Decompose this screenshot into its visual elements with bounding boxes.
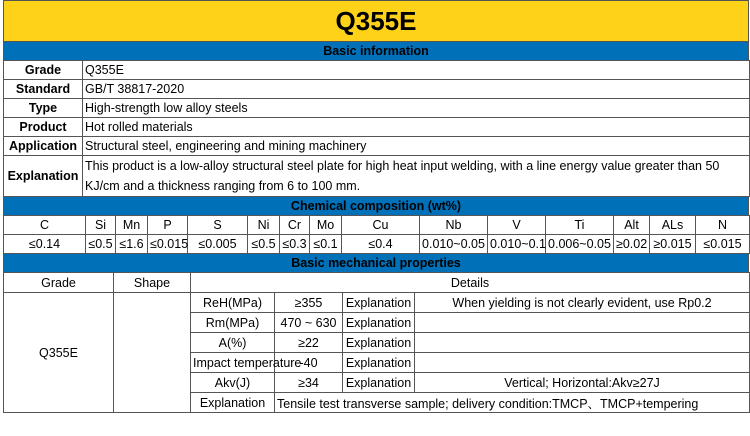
grade-label: Grade — [4, 61, 83, 80]
property-value: ≥22 — [275, 333, 343, 353]
element-value: ≤0.14 — [4, 235, 86, 254]
element-header: Nb — [420, 216, 488, 235]
property-explanation-label: Explanation — [343, 373, 415, 393]
footer-explanation-label: Explanation — [191, 393, 275, 413]
element-header: Si — [86, 216, 116, 235]
property-note — [415, 313, 750, 333]
mechanical-header-row — [4, 273, 750, 293]
property-explanation-label: Explanation — [343, 353, 415, 373]
element-value: ≤0.015 — [148, 235, 188, 254]
table-row — [4, 118, 750, 137]
element-header: Mo — [310, 216, 342, 235]
element-value: ≤0.005 — [188, 235, 248, 254]
basic-info-table — [3, 60, 750, 197]
element-header: N — [696, 216, 750, 235]
element-header: Ti — [546, 216, 614, 235]
explanation-value: This product is a low-alloy structural steel plate for high heat input welding, with a line energy value greater than 50 KJ/cm and a thickness ranging from 6 to 100 mm. — [83, 156, 750, 197]
section-header-chemical: Chemical composition (wt%) — [3, 197, 749, 215]
property-note: When yielding is not clearly evident, use Rp0.2 — [415, 293, 750, 313]
property-explanation-label: Explanation — [343, 313, 415, 333]
mechanical-properties-table — [3, 272, 750, 413]
mechanical-grade-value: Q355E — [4, 293, 114, 413]
element-header: Cu — [342, 216, 420, 235]
element-value: ≤0.3 — [280, 235, 310, 254]
table-row — [4, 156, 750, 197]
standard-label: Standard — [4, 80, 83, 99]
element-value: ≥0.02 — [614, 235, 650, 254]
property-value: ≥355 — [275, 293, 343, 313]
element-header: P — [148, 216, 188, 235]
element-value: ≤0.015 — [696, 235, 750, 254]
element-header: Cr — [280, 216, 310, 235]
element-value: ≤0.1 — [310, 235, 342, 254]
property-note — [415, 353, 750, 373]
page-title: Q355E — [3, 0, 749, 42]
property-value: -40 — [275, 353, 343, 373]
details-column-header: Details — [191, 273, 750, 293]
element-value: ≤0.5 — [86, 235, 116, 254]
section-header-mechanical: Basic mechanical properties — [3, 254, 749, 272]
property-explanation-label: Explanation — [343, 293, 415, 313]
application-value: Structural steel, engineering and mining machinery — [83, 137, 750, 156]
property-value: 470 ~ 630 — [275, 313, 343, 333]
element-value: 0.010~0.05 — [420, 235, 488, 254]
element-header: C — [4, 216, 86, 235]
property-name: ReH(MPa) — [191, 293, 275, 313]
element-header: Alt — [614, 216, 650, 235]
chemical-value-row — [4, 235, 750, 254]
mechanical-shape-value — [114, 293, 191, 413]
chemical-composition-table — [3, 215, 750, 254]
table-row — [4, 137, 750, 156]
property-note — [415, 333, 750, 353]
element-value: ≥0.015 — [650, 235, 696, 254]
element-value: 0.006~0.05 — [546, 235, 614, 254]
footer-explanation-text: Tensile test transverse sample; delivery condition:TMCP、TMCP+tempering — [275, 393, 750, 413]
shape-column-header: Shape — [114, 273, 191, 293]
element-header: Mn — [116, 216, 148, 235]
table-row — [4, 80, 750, 99]
explanation-label: Explanation — [4, 156, 83, 197]
element-header: Ni — [248, 216, 280, 235]
property-name: Impact temperature — [191, 353, 275, 373]
table-row — [4, 61, 750, 80]
type-value: High-strength low alloy steels — [83, 99, 750, 118]
property-name: Akv(J) — [191, 373, 275, 393]
element-value: 0.010~0.1 — [488, 235, 546, 254]
type-label: Type — [4, 99, 83, 118]
property-name: Rm(MPa) — [191, 313, 275, 333]
property-name: A(%) — [191, 333, 275, 353]
element-header: ALs — [650, 216, 696, 235]
property-note: Vertical; Horizontal:Akv≥27J — [415, 373, 750, 393]
product-value: Hot rolled materials — [83, 118, 750, 137]
standard-value: GB/T 38817-2020 — [83, 80, 750, 99]
spec-sheet — [3, 0, 749, 413]
application-label: Application — [4, 137, 83, 156]
element-header: V — [488, 216, 546, 235]
chemical-header-row — [4, 216, 750, 235]
element-header: S — [188, 216, 248, 235]
section-header-basic-info: Basic information — [3, 42, 749, 60]
table-row — [4, 293, 750, 313]
table-row — [4, 99, 750, 118]
element-value: ≤0.5 — [248, 235, 280, 254]
product-label: Product — [4, 118, 83, 137]
element-value: ≤0.4 — [342, 235, 420, 254]
grade-value: Q355E — [83, 61, 750, 80]
grade-column-header: Grade — [4, 273, 114, 293]
property-explanation-label: Explanation — [343, 333, 415, 353]
property-value: ≥34 — [275, 373, 343, 393]
element-value: ≤1.6 — [116, 235, 148, 254]
